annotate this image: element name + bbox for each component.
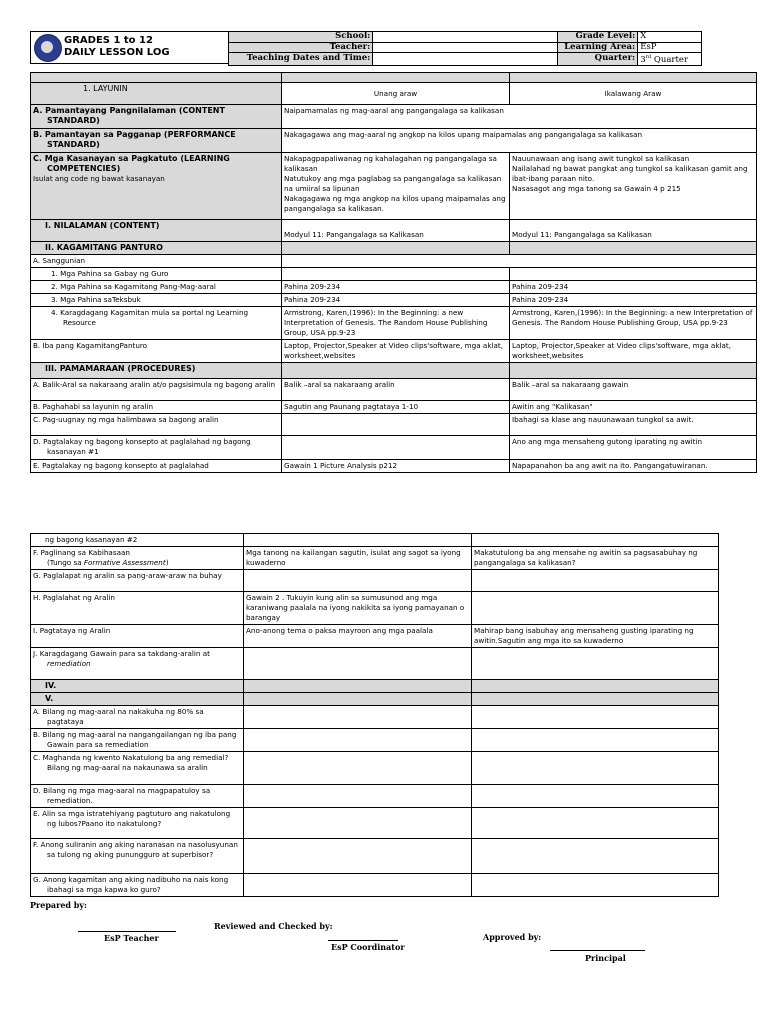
title-box: [30, 31, 230, 64]
reflection-b-day1[interactable]: [244, 729, 472, 752]
quarter-number: 3: [640, 54, 646, 65]
additional-materials-day1[interactable]: Armstrong, Karen,(1996): In the Beginning: a new Interpretation of Genesis. The Random House Publishing Group, USA pp.9-23: [282, 307, 510, 340]
nilalaman-heading: I. NILALAMAN (CONTENT): [31, 220, 282, 242]
reflection-c-label: C. Maghanda ng kwento Nakatulong ba ang remedial? Bilang ng mag-aaral na nakaunawa sa aralin: [31, 752, 244, 785]
reflection-e-day2[interactable]: [472, 808, 719, 839]
header-info-table: [228, 31, 702, 66]
title-line-1: GRADES 1 to 12: [64, 35, 153, 46]
teaching-dates-label: Teaching Dates and Time:: [229, 53, 373, 66]
learner-material-pages-day2[interactable]: Pahina 209-234: [510, 281, 757, 294]
reflection-b-label: B. Bilang ng mag-aaral na nangangailangan ng iba pang Gawain para sa remediation: [31, 729, 244, 752]
lesson-table-part-1: [30, 72, 757, 473]
additional-materials-day2[interactable]: Armstrong, Karen,(1996): In the Beginning: a new Interpretation of Genesis. The Random House Publishing Group, USA pp.9-23: [510, 307, 757, 340]
day1-heading: Unang araw: [282, 83, 510, 105]
blank-cell: [472, 680, 719, 693]
procedure-g-day2[interactable]: [472, 570, 719, 592]
lesson-table-part-2: [30, 533, 719, 897]
competencies-day1[interactable]: [282, 153, 510, 220]
blank-header-cell: [282, 73, 510, 83]
blank-cell: [472, 693, 719, 706]
performance-standard-label: B. Pamantayan sa Pagganap (PERFORMANCE STANDARD): [31, 129, 282, 153]
quarter-label: Quarter:: [558, 53, 638, 66]
procedure-b-day1[interactable]: Sagutin ang Paunang pagtataya 1-10: [282, 401, 510, 414]
procedure-f-day2[interactable]: Makatutulong ba ang mensahe ng awitin sa pagsasabuhay ng pangangalaga sa kalikasan?: [472, 547, 719, 570]
procedure-h-day1[interactable]: Gawain 2 . Tukuyin kung alin sa sumusunod ang mga karaniwang paalala na iyong nakikita sa iyong pamayanan o barangay: [244, 592, 472, 625]
procedure-i-day2[interactable]: Mahirap bang isabuhay ang mensaheng gusting iparating ng awitin.Sagutin ang mga ito sa kuwaderno: [472, 625, 719, 648]
procedure-f-day1[interactable]: Mga tanong na kailangan sagutin, isulat ang sagot sa iyong kuwaderno: [244, 547, 472, 570]
textbook-pages-day1[interactable]: Pahina 209-234: [282, 294, 510, 307]
reflection-c-day2[interactable]: [472, 752, 719, 785]
reflection-g-day2[interactable]: [472, 874, 719, 897]
procedure-c-day2[interactable]: Ibahagi sa klase ang nauunawaan tungkol sa awit.: [510, 414, 757, 436]
textbook-pages-day2[interactable]: Pahina 209-234: [510, 294, 757, 307]
blank-cell: [510, 363, 757, 379]
procedure-e-continued: ng bagong kasanayan #2: [31, 534, 244, 547]
nilalaman-day2[interactable]: Modyul 11: Pangangalaga sa Kalikasan: [510, 220, 757, 242]
procedure-g-label: G. Paglalapat ng aralin sa pang-araw-araw na buhay: [31, 570, 244, 592]
nilalaman-day1[interactable]: Modyul 11: Pangangalaga sa Kalikasan: [282, 220, 510, 242]
grade-level-field[interactable]: X: [638, 32, 702, 43]
reviewed-by-label: Reviewed and Checked by:: [214, 921, 333, 931]
section-v-heading: V.: [31, 693, 244, 706]
reflection-a-day2[interactable]: [472, 706, 719, 729]
blank-header-cell: [510, 73, 757, 83]
kagamitan-heading: II. KAGAMITANG PANTURO: [31, 242, 282, 255]
other-materials-day2[interactable]: Laptop, Projector,Speaker at Video clips'software, mga aklat, worksheet,websites: [510, 340, 757, 363]
pamamaraan-heading: III. PAMAMARAAN (PROCEDURES): [31, 363, 282, 379]
competency-item: Nakapagpapaliwanag ng kahalagahan ng pangangalaga sa kalikasan: [284, 154, 497, 173]
lesson-log-header: [30, 31, 702, 63]
sanggunian-value[interactable]: [282, 255, 757, 268]
procedure-a-day1[interactable]: Balik –aral sa nakaraang aralin: [282, 379, 510, 401]
reflection-b-day2[interactable]: [472, 729, 719, 752]
procedure-c-label: C. Pag-uugnay ng mga halimbawa sa bagong aralin: [31, 414, 282, 436]
procedure-j-label: [31, 648, 244, 680]
section-iv-heading: IV.: [31, 680, 244, 693]
textbook-pages-label: 3. Mga Pahina saTeksbuk: [31, 294, 282, 307]
competencies-day2[interactable]: [510, 153, 757, 220]
learning-area-label: Learning Area:: [558, 42, 638, 53]
procedure-b-day2[interactable]: Awitin ang "Kalikasan": [510, 401, 757, 414]
reflection-c-day1[interactable]: [244, 752, 472, 785]
layunin-heading: 1. LAYUNIN: [31, 83, 282, 105]
procedure-g-day1[interactable]: [244, 570, 472, 592]
reflection-g-label: G. Anong kagamitan ang aking nadibuho na nais kong ibahagi sa mga kapwa ko guro?: [31, 874, 244, 897]
coordinator-signatory: EsP Coordinator: [331, 942, 405, 952]
blank-cell: [510, 242, 757, 255]
blank-cell: [282, 242, 510, 255]
procedure-d-day1[interactable]: [282, 436, 510, 460]
teacher-guide-pages-day1[interactable]: [282, 268, 510, 281]
procedure-i-day1[interactable]: Ano-anong tema o paksa mayroon ang mga paalala: [244, 625, 472, 648]
grade-level-label: Grade Level:: [558, 32, 638, 43]
reflection-f-label: F. Anong suliranin ang aking naranasan na nasolusyunan sa tulong ng aking punungguro at superbisor?: [31, 839, 244, 874]
additional-materials-label: 4. Karagdagang Kagamitan mula sa portal ng Learning Resource: [31, 307, 282, 340]
competency-item: Nauunawaan ang isang awit tungkol sa kalikasan: [512, 154, 690, 163]
blank-header-cell: [31, 73, 282, 83]
reflection-e-day1[interactable]: [244, 808, 472, 839]
school-label: School:: [229, 32, 373, 43]
reflection-d-label: D. Bilang ng mga mag-aaral na magpapatuloy sa remediation.: [31, 785, 244, 808]
learning-area-field[interactable]: EsP: [638, 42, 702, 53]
procedure-i-label: I. Pagtataya ng Aralin: [31, 625, 244, 648]
teacher-label: Teacher:: [229, 42, 373, 53]
competency-item: Nasasagot ang mga tanong sa Gawain 4 p 215: [512, 184, 681, 193]
procedure-d-day2[interactable]: Ano ang mga mensaheng gutong iparating ng awitin: [510, 436, 757, 460]
quarter-field[interactable]: [638, 53, 702, 66]
reflection-a-label: A. Bilang ng mag-aaral na nakakuha ng 80% sa pagtataya: [31, 706, 244, 729]
other-materials-day1[interactable]: Laptop, Projector,Speaker at Video clips'software, mga aklat, worksheet,websites: [282, 340, 510, 363]
learning-competencies-label: C. Mga Kasanayan sa Pagkatuto (LEARNING COMPETENCIES) Isulat ang code ng bawat kasanayan: [31, 153, 282, 220]
competency-item: Nailalahad ng bawat pangkat ang tungkol sa kalikasan gamit ang ibat-ibang paraan nito.: [512, 164, 748, 183]
reflection-f-day2[interactable]: [472, 839, 719, 874]
day2-heading: Ikalawang Araw: [510, 83, 757, 105]
teacher-guide-pages-day2[interactable]: [510, 268, 757, 281]
competency-item: Natutukoy ang mga paglabag sa pangangalaga sa kalikasan na umiiral sa lipunan: [284, 174, 502, 193]
sanggunian-label: A. Sanggunian: [31, 255, 282, 268]
coordinator-signature-line[interactable]: [328, 940, 398, 941]
procedure-f-title: F. Paglinang sa Kabihasaan: [33, 548, 130, 557]
procedure-a-day2[interactable]: Balik –aral sa nakaraang gawain: [510, 379, 757, 401]
content-standard-value[interactable]: Naipamamalas ng mag-aaral ang pangangalaga sa kalikasan: [282, 105, 757, 129]
learner-material-pages-label: 2. Mga Pahina sa Kagamitang Pang-Mag-aaral: [31, 281, 282, 294]
procedure-j-title: J. Karagdagang Gawain para sa takdang-aralin at: [33, 649, 210, 658]
deped-seal-icon: [34, 34, 62, 62]
procedure-j-day1[interactable]: [244, 648, 472, 680]
blank-cell: [244, 693, 472, 706]
prepared-by-label: Prepared by:: [30, 900, 87, 910]
procedure-e-day1[interactable]: Gawain 1 Picture Analysis p212: [282, 460, 510, 473]
teacher-signature-line[interactable]: [78, 931, 176, 932]
blank-cell[interactable]: [244, 534, 472, 547]
performance-standard-value[interactable]: Nakagagawa ang mag-aaral ng angkop na kilos upang maipamalas ang pangangalaga sa kalikasan: [282, 129, 757, 153]
procedure-b-label: B. Paghahabi sa layunin ng aralin: [31, 401, 282, 414]
reflection-a-day1[interactable]: [244, 706, 472, 729]
principal-signatory: Principal: [585, 953, 626, 963]
teaching-dates-field[interactable]: [373, 53, 558, 66]
blank-cell[interactable]: [472, 534, 719, 547]
teacher-guide-pages-label: 1. Mga Pahina sa Gabay ng Guro: [31, 268, 282, 281]
learner-material-pages-day1[interactable]: Pahina 209-234: [282, 281, 510, 294]
procedure-c-day1[interactable]: [282, 414, 510, 436]
reflection-g-day1[interactable]: [244, 874, 472, 897]
procedure-e-day2[interactable]: Napapanahon ba ang awit na ito. Pangangatuwiranan.: [510, 460, 757, 473]
blank-cell: [244, 680, 472, 693]
content-standard-label: A. Pamantayang Pangnilalaman (CONTENT STANDARD): [31, 105, 282, 129]
reflection-d-day1[interactable]: [244, 785, 472, 808]
procedure-d-label: D. Pagtalakay ng bagong konsepto at paglalahad ng bagong kasanayan #1: [31, 436, 282, 460]
reflection-f-day1[interactable]: [244, 839, 472, 874]
blank-cell: [282, 363, 510, 379]
reflection-d-day2[interactable]: [472, 785, 719, 808]
title-line-2: DAILY LESSON LOG: [64, 47, 170, 58]
school-field[interactable]: [373, 32, 558, 43]
competency-item: Nakagagawa ng mga angkop na kilos upang maipamalas ang pangangalaga sa kalikasan.: [284, 194, 506, 213]
procedure-e-label: E. Pagtalakay ng bagong konsepto at paglalahad: [31, 460, 282, 473]
reflection-e-label: E. Alin sa mga istratehiyang pagtuturo ang nakatulong ng lubos?Paano ito nakatulong?: [31, 808, 244, 839]
procedure-f-label: [31, 547, 244, 570]
quarter-suffix: rd: [645, 54, 652, 60]
teacher-field[interactable]: [373, 42, 558, 53]
procedure-a-label: A. Balik-Aral sa nakaraang aralin at/o pagsisimula ng bagong aralin: [31, 379, 282, 401]
teacher-signatory: EsP Teacher: [104, 933, 159, 943]
other-materials-label: B. Iba pang KagamitangPanturo: [31, 340, 282, 363]
approved-by-label: Approved by:: [483, 932, 542, 942]
quarter-word: Quarter: [651, 54, 689, 65]
procedure-h-day2[interactable]: [472, 592, 719, 625]
procedure-j-remediation: remediation: [47, 659, 91, 668]
principal-signature-line[interactable]: [550, 950, 645, 951]
competency-code-note: Isulat ang code ng bawat kasanayan: [33, 174, 165, 183]
procedure-f-subtitle: (Tungo sa Formative Assessment): [47, 558, 169, 567]
procedure-h-label: H. Paglalahat ng Aralin: [31, 592, 244, 625]
procedure-j-day2[interactable]: [472, 648, 719, 680]
